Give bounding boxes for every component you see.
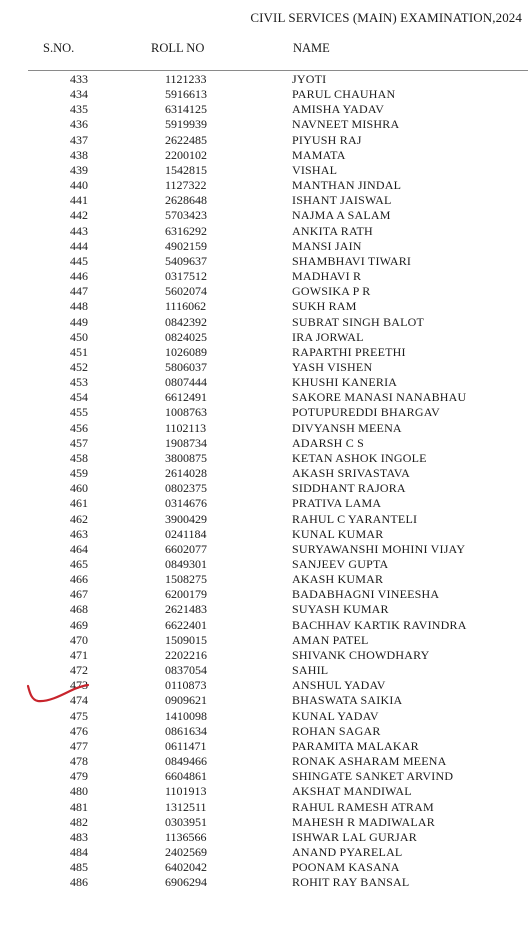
row-roll-no: 2628648 bbox=[165, 193, 207, 208]
table-row bbox=[0, 754, 528, 769]
table-row bbox=[0, 618, 528, 633]
row-roll-no: 1908734 bbox=[165, 435, 207, 450]
row-name: MAMATA bbox=[292, 147, 346, 162]
row-name: MAHESH R MADIWALAR bbox=[292, 814, 435, 829]
row-sno: 439 bbox=[70, 162, 88, 177]
row-roll-no: 0802375 bbox=[165, 481, 207, 496]
row-sno: 460 bbox=[70, 481, 88, 496]
row-sno: 449 bbox=[70, 314, 88, 329]
row-name: MANSI JAIN bbox=[292, 238, 362, 253]
row-sno: 447 bbox=[70, 284, 88, 299]
table-row bbox=[0, 87, 528, 102]
table-row bbox=[0, 117, 528, 132]
row-roll-no: 1121233 bbox=[165, 72, 207, 86]
table-row bbox=[0, 72, 528, 87]
row-name: AKASH KUMAR bbox=[292, 572, 384, 587]
row-sno: 459 bbox=[70, 466, 88, 481]
row-roll-no: 5919939 bbox=[165, 117, 207, 132]
table-row bbox=[0, 390, 528, 405]
row-roll-no: 5602074 bbox=[165, 284, 207, 299]
table-row bbox=[0, 375, 528, 390]
row-sno: 442 bbox=[70, 208, 88, 223]
row-roll-no: 1026089 bbox=[165, 344, 207, 359]
row-sno: 448 bbox=[70, 299, 88, 314]
row-name: PARUL CHAUHAN bbox=[292, 87, 396, 102]
row-sno: 485 bbox=[70, 860, 88, 875]
row-sno: 484 bbox=[70, 844, 88, 859]
row-sno: 458 bbox=[70, 450, 88, 465]
table-row bbox=[0, 739, 528, 754]
row-roll-no: 0824025 bbox=[165, 329, 207, 344]
row-roll-no: 0110873 bbox=[165, 678, 207, 693]
row-sno: 444 bbox=[70, 238, 88, 253]
row-sno: 469 bbox=[70, 617, 88, 632]
row-name: ADARSH C S bbox=[292, 435, 365, 450]
row-roll-no: 1102113 bbox=[165, 420, 207, 435]
row-name: DIVYANSH MEENA bbox=[292, 420, 402, 435]
table-row bbox=[0, 360, 528, 375]
row-name: RAPARTHI PREETHI bbox=[292, 344, 406, 359]
row-name: ROHIT RAY BANSAL bbox=[292, 875, 410, 890]
row-name: JYOTI bbox=[292, 72, 327, 86]
row-roll-no: 6622401 bbox=[165, 617, 207, 632]
table-row bbox=[0, 466, 528, 481]
table-row bbox=[0, 663, 528, 678]
row-roll-no: 0314676 bbox=[165, 496, 207, 511]
row-name: SANJEEV GUPTA bbox=[292, 557, 389, 571]
table-row bbox=[0, 557, 528, 572]
table-row bbox=[0, 330, 528, 345]
row-name: AKASH SRIVASTAVA bbox=[292, 466, 410, 481]
row-name: AMISHA YADAV bbox=[292, 102, 385, 117]
row-sno: 441 bbox=[70, 193, 88, 208]
row-name: NAJMA A SALAM bbox=[292, 208, 391, 223]
row-name: SUYASH KUMAR bbox=[292, 602, 389, 617]
handwritten-tick-mark bbox=[24, 678, 94, 708]
row-roll-no: 1312511 bbox=[165, 799, 207, 814]
row-roll-no: 6402042 bbox=[165, 860, 207, 875]
row-name: KETAN ASHOK INGOLE bbox=[292, 450, 427, 465]
row-sno: 471 bbox=[70, 647, 88, 662]
row-sno: 457 bbox=[70, 435, 88, 450]
row-name: ANAND PYARELAL bbox=[292, 844, 403, 859]
row-roll-no: 6604861 bbox=[165, 769, 207, 784]
row-name: AKSHAT MANDIWAL bbox=[292, 784, 412, 799]
row-sno: 475 bbox=[70, 708, 88, 723]
table-row bbox=[0, 860, 528, 875]
row-sno: 461 bbox=[70, 496, 88, 511]
row-name: VISHAL bbox=[292, 162, 338, 177]
table-row bbox=[0, 633, 528, 648]
row-sno: 451 bbox=[70, 344, 88, 359]
table-row bbox=[0, 421, 528, 436]
table-row bbox=[0, 208, 528, 223]
row-sno: 456 bbox=[70, 420, 88, 435]
row-sno: 468 bbox=[70, 602, 88, 617]
table-row bbox=[0, 875, 528, 890]
row-name: KUNAL YADAV bbox=[292, 708, 379, 723]
row-name: RONAK ASHARAM MEENA bbox=[292, 754, 447, 769]
row-sno: 464 bbox=[70, 541, 88, 556]
row-sno: 455 bbox=[70, 405, 88, 420]
table-row bbox=[0, 709, 528, 724]
table-row bbox=[0, 193, 528, 208]
table-row bbox=[0, 178, 528, 193]
row-sno: 479 bbox=[70, 769, 88, 784]
row-roll-no: 0837054 bbox=[165, 663, 207, 678]
row-name: IRA JORWAL bbox=[292, 329, 364, 344]
table-row bbox=[0, 102, 528, 117]
row-sno: 480 bbox=[70, 784, 88, 799]
row-roll-no: 6906294 bbox=[165, 875, 207, 890]
row-sno: 474 bbox=[70, 693, 88, 708]
header-name: NAME bbox=[293, 41, 330, 55]
row-sno: 463 bbox=[70, 526, 88, 541]
row-name: SAKORE MANASI NANABHAU bbox=[292, 390, 467, 405]
table-row bbox=[0, 800, 528, 815]
row-sno: 433 bbox=[70, 72, 88, 86]
table-row bbox=[0, 648, 528, 663]
row-sno: 482 bbox=[70, 814, 88, 829]
row-sno: 454 bbox=[70, 390, 88, 405]
table-row bbox=[0, 254, 528, 269]
row-name: MANTHAN JINDAL bbox=[292, 178, 402, 193]
row-roll-no: 0849301 bbox=[165, 557, 207, 571]
row-roll-no: 0861634 bbox=[165, 723, 207, 738]
row-name: POTUPUREDDI BHARGAV bbox=[292, 405, 440, 420]
row-name: YASH VISHEN bbox=[292, 359, 373, 374]
row-roll-no: 5409637 bbox=[165, 253, 207, 268]
row-name: SUKH RAM bbox=[292, 299, 357, 314]
row-sno: 481 bbox=[70, 799, 88, 814]
results-table bbox=[0, 72, 528, 890]
row-sno: 470 bbox=[70, 632, 88, 647]
page-title: CIVIL SERVICES (MAIN) EXAMINATION,2024 bbox=[250, 10, 522, 25]
row-roll-no: 2200102 bbox=[165, 147, 207, 162]
row-roll-no: 3900429 bbox=[165, 511, 207, 526]
row-sno: 476 bbox=[70, 723, 88, 738]
row-sno: 450 bbox=[70, 329, 88, 344]
row-roll-no: 5806037 bbox=[165, 359, 207, 374]
row-roll-no: 6316292 bbox=[165, 223, 207, 238]
header-roll-no: ROLL NO bbox=[151, 41, 205, 55]
row-roll-no: 1116062 bbox=[165, 299, 207, 314]
row-roll-no: 1508275 bbox=[165, 572, 207, 587]
row-sno: 465 bbox=[70, 557, 88, 571]
row-sno: 486 bbox=[70, 875, 88, 890]
row-name: SAHIL bbox=[292, 663, 329, 678]
header-sno: S.NO. bbox=[43, 41, 75, 55]
row-name: KUNAL KUMAR bbox=[292, 526, 384, 541]
row-name: BACHHAV KARTIK RAVINDRA bbox=[292, 617, 467, 632]
row-name: SHINGATE SANKET ARVIND bbox=[292, 769, 454, 784]
table-row bbox=[0, 724, 528, 739]
row-name: AMAN PATEL bbox=[292, 632, 369, 647]
table-row bbox=[0, 527, 528, 542]
row-sno: 435 bbox=[70, 102, 88, 117]
row-name: ISHANT JAISWAL bbox=[292, 193, 392, 208]
row-roll-no: 4902159 bbox=[165, 238, 207, 253]
table-row bbox=[0, 815, 528, 830]
row-roll-no: 6200179 bbox=[165, 587, 207, 602]
row-sno: 438 bbox=[70, 147, 88, 162]
table-row bbox=[0, 512, 528, 527]
table-row bbox=[0, 315, 528, 330]
row-name: MADHAVI R bbox=[292, 269, 362, 284]
row-name: SURYAWANSHI MOHINI VIJAY bbox=[292, 541, 466, 556]
row-roll-no: 1008763 bbox=[165, 405, 207, 420]
row-name: SHAMBHAVI TIWARI bbox=[292, 253, 412, 268]
table-row bbox=[0, 451, 528, 466]
row-name: POONAM KASANA bbox=[292, 860, 400, 875]
row-roll-no: 0317512 bbox=[165, 269, 207, 284]
row-roll-no: 2622485 bbox=[165, 132, 207, 147]
table-row bbox=[0, 224, 528, 239]
table-row bbox=[0, 602, 528, 617]
table-row bbox=[0, 436, 528, 451]
row-roll-no: 1542815 bbox=[165, 162, 207, 177]
row-name: RAHUL C YARANTELI bbox=[292, 511, 418, 526]
row-name: PIYUSH RAJ bbox=[292, 132, 362, 147]
row-roll-no: 1410098 bbox=[165, 708, 207, 723]
row-roll-no: 6612491 bbox=[165, 390, 207, 405]
table-row bbox=[0, 299, 528, 314]
table-row bbox=[0, 481, 528, 496]
row-roll-no: 0611471 bbox=[165, 738, 207, 753]
row-name: SIDDHANT RAJORA bbox=[292, 481, 406, 496]
row-sno: 440 bbox=[70, 178, 88, 193]
row-roll-no: 1136566 bbox=[165, 829, 207, 844]
table-row bbox=[0, 496, 528, 511]
row-roll-no: 0807444 bbox=[165, 375, 207, 390]
row-sno: 445 bbox=[70, 253, 88, 268]
table-row bbox=[0, 345, 528, 360]
row-roll-no: 6602077 bbox=[165, 541, 207, 556]
row-sno: 437 bbox=[70, 132, 88, 147]
row-sno: 478 bbox=[70, 754, 88, 769]
row-sno: 467 bbox=[70, 587, 88, 602]
row-name: KHUSHI KANERIA bbox=[292, 375, 398, 390]
row-roll-no: 5916613 bbox=[165, 87, 207, 102]
row-roll-no: 0849466 bbox=[165, 754, 207, 769]
row-name: BADABHAGNI VINEESHA bbox=[292, 587, 440, 602]
row-name: PRATIVA LAMA bbox=[292, 496, 382, 511]
row-roll-no: 1509015 bbox=[165, 632, 207, 647]
table-row bbox=[0, 587, 528, 602]
table-header bbox=[0, 36, 528, 72]
table-row bbox=[0, 784, 528, 799]
table-row bbox=[0, 163, 528, 178]
table-row bbox=[0, 845, 528, 860]
table-row bbox=[0, 284, 528, 299]
row-name: RAHUL RAMESH ATRAM bbox=[292, 799, 434, 814]
row-sno: 436 bbox=[70, 117, 88, 132]
row-sno: 477 bbox=[70, 738, 88, 753]
row-name: BHASWATA SAIKIA bbox=[292, 693, 403, 708]
row-roll-no: 2621483 bbox=[165, 602, 207, 617]
row-sno: 473 bbox=[70, 678, 88, 693]
row-roll-no: 3800875 bbox=[165, 450, 207, 465]
table-row bbox=[0, 269, 528, 284]
row-sno: 443 bbox=[70, 223, 88, 238]
row-name: SUBRAT SINGH BALOT bbox=[292, 314, 425, 329]
row-roll-no: 0842392 bbox=[165, 314, 207, 329]
table-row bbox=[0, 830, 528, 845]
row-sno: 462 bbox=[70, 511, 88, 526]
row-name: SHIVANK CHOWDHARY bbox=[292, 647, 430, 662]
row-roll-no: 6314125 bbox=[165, 102, 207, 117]
row-name: ANKITA RATH bbox=[292, 223, 373, 238]
row-sno: 453 bbox=[70, 375, 88, 390]
row-sno: 446 bbox=[70, 269, 88, 284]
table-row bbox=[0, 239, 528, 254]
row-roll-no: 5703423 bbox=[165, 208, 207, 223]
table-row bbox=[0, 133, 528, 148]
row-name: ANSHUL YADAV bbox=[292, 678, 386, 693]
row-roll-no: 2402569 bbox=[165, 844, 207, 859]
row-roll-no: 0909621 bbox=[165, 693, 207, 708]
row-sno: 483 bbox=[70, 829, 88, 844]
row-sno: 466 bbox=[70, 572, 88, 587]
row-sno: 472 bbox=[70, 663, 88, 678]
header-divider bbox=[28, 70, 528, 71]
table-row bbox=[0, 572, 528, 587]
table-row bbox=[0, 405, 528, 420]
row-roll-no: 0303951 bbox=[165, 814, 207, 829]
table-row bbox=[0, 148, 528, 163]
row-roll-no: 0241184 bbox=[165, 526, 207, 541]
table-row bbox=[0, 769, 528, 784]
row-name: ISHWAR LAL GURJAR bbox=[292, 829, 417, 844]
row-sno: 452 bbox=[70, 359, 88, 374]
row-name: NAVNEET MISHRA bbox=[292, 117, 400, 132]
row-roll-no: 1127322 bbox=[165, 178, 207, 193]
row-roll-no: 2202216 bbox=[165, 647, 207, 662]
row-name: PARAMITA MALAKAR bbox=[292, 738, 419, 753]
row-name: GOWSIKA P R bbox=[292, 284, 371, 299]
row-roll-no: 1101913 bbox=[165, 784, 207, 799]
row-sno: 434 bbox=[70, 87, 88, 102]
row-roll-no: 2614028 bbox=[165, 466, 207, 481]
row-name: ROHAN SAGAR bbox=[292, 723, 381, 738]
table-row bbox=[0, 542, 528, 557]
